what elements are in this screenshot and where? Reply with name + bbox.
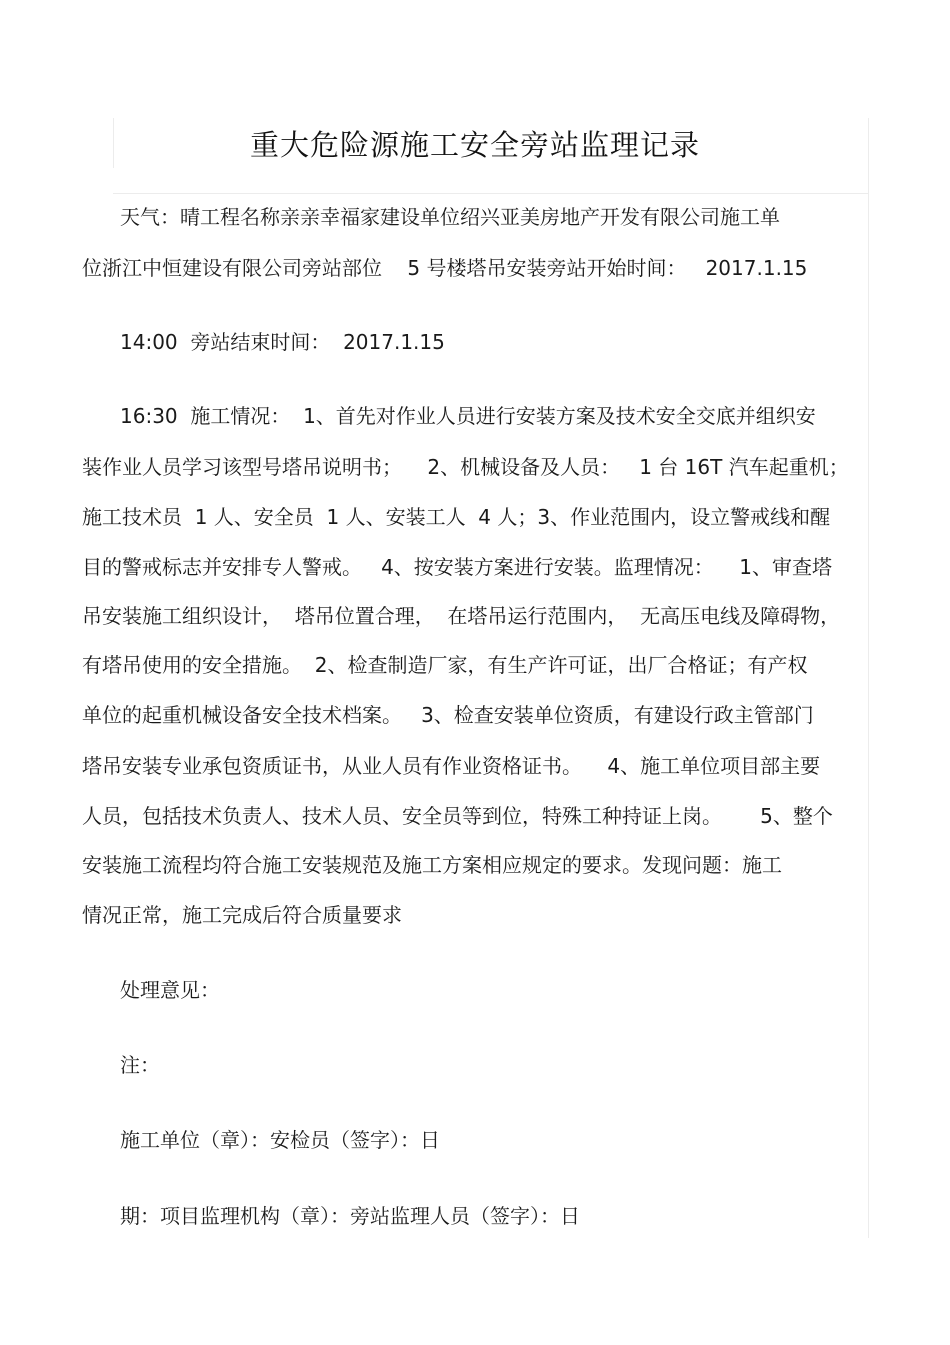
text-line-1: 天气：晴工程名称亲亲幸福家建设单位绍兴亚美房地产开发有限公司施工单 [120, 205, 780, 229]
text-line-5: 装作业人员学习该型号塔吊说明书； 2、机械设备及人员： 1 台 16T 汽车起重机； [82, 455, 849, 479]
text-line-7: 目的警戒标志并安排专人警戒。 4、按安装方案进行安装。监理情况： 1、审查塔 [82, 555, 832, 579]
supervision-signature-line: 期：项目监理机构（章）：旁站监理人员（签字）：日 [120, 1204, 580, 1228]
text-line-2: 位浙江中恒建设有限公司旁站部位 5 号楼塔吊安装旁站开始时间： 2017.1.15 [82, 256, 808, 280]
text-line-6: 施工技术员 1 人、安全员 1 人、安装工人 4 人；3、作业范围内，设立警戒线和醒 [82, 505, 831, 529]
frame-rule-right [868, 118, 869, 1238]
text-line-4: 16:30 施工情况： 1、首先对作业人员进行安装方案及技术安全交底并组织安 [120, 404, 816, 428]
text-line-9: 有塔吊使用的安全措施。 2、检查制造厂家，有生产许可证，出厂合格证；有产权 [82, 653, 808, 677]
text-line-3: 14:00 旁站结束时间： 2017.1.15 [120, 330, 445, 354]
text-line-11: 塔吊安装专业承包资质证书，从业人员有作业资格证书。 4、施工单位项目部主要 [82, 754, 821, 778]
text-line-14: 情况正常，施工完成后符合质量要求 [82, 903, 402, 927]
text-line-10: 单位的起重机械设备安全技术档案。 3、检查安装单位资质，有建设行政主管部门 [82, 703, 814, 727]
text-line-8: 吊安装施工组织设计， 塔吊位置合理， 在塔吊运行范围内， 无高压电线及障碍物， [82, 604, 841, 628]
processing-opinion-label: 处理意见： [120, 978, 220, 1002]
construction-unit-signature-line: 施工单位（章）：安检员（签字）：日 [120, 1128, 440, 1152]
text-line-13: 安装施工流程均符合施工安装规范及施工方案相应规定的要求。发现问题：施工 [82, 853, 782, 877]
frame-rule-header-bottom [113, 193, 869, 194]
note-label: 注： [120, 1053, 160, 1077]
text-line-12: 人员，包括技术负责人、技术人员、安全员等到位，特殊工种持证上岗。 5、整个 [82, 804, 833, 828]
document-title: 重大危险源施工安全旁站监理记录 [249, 128, 700, 162]
